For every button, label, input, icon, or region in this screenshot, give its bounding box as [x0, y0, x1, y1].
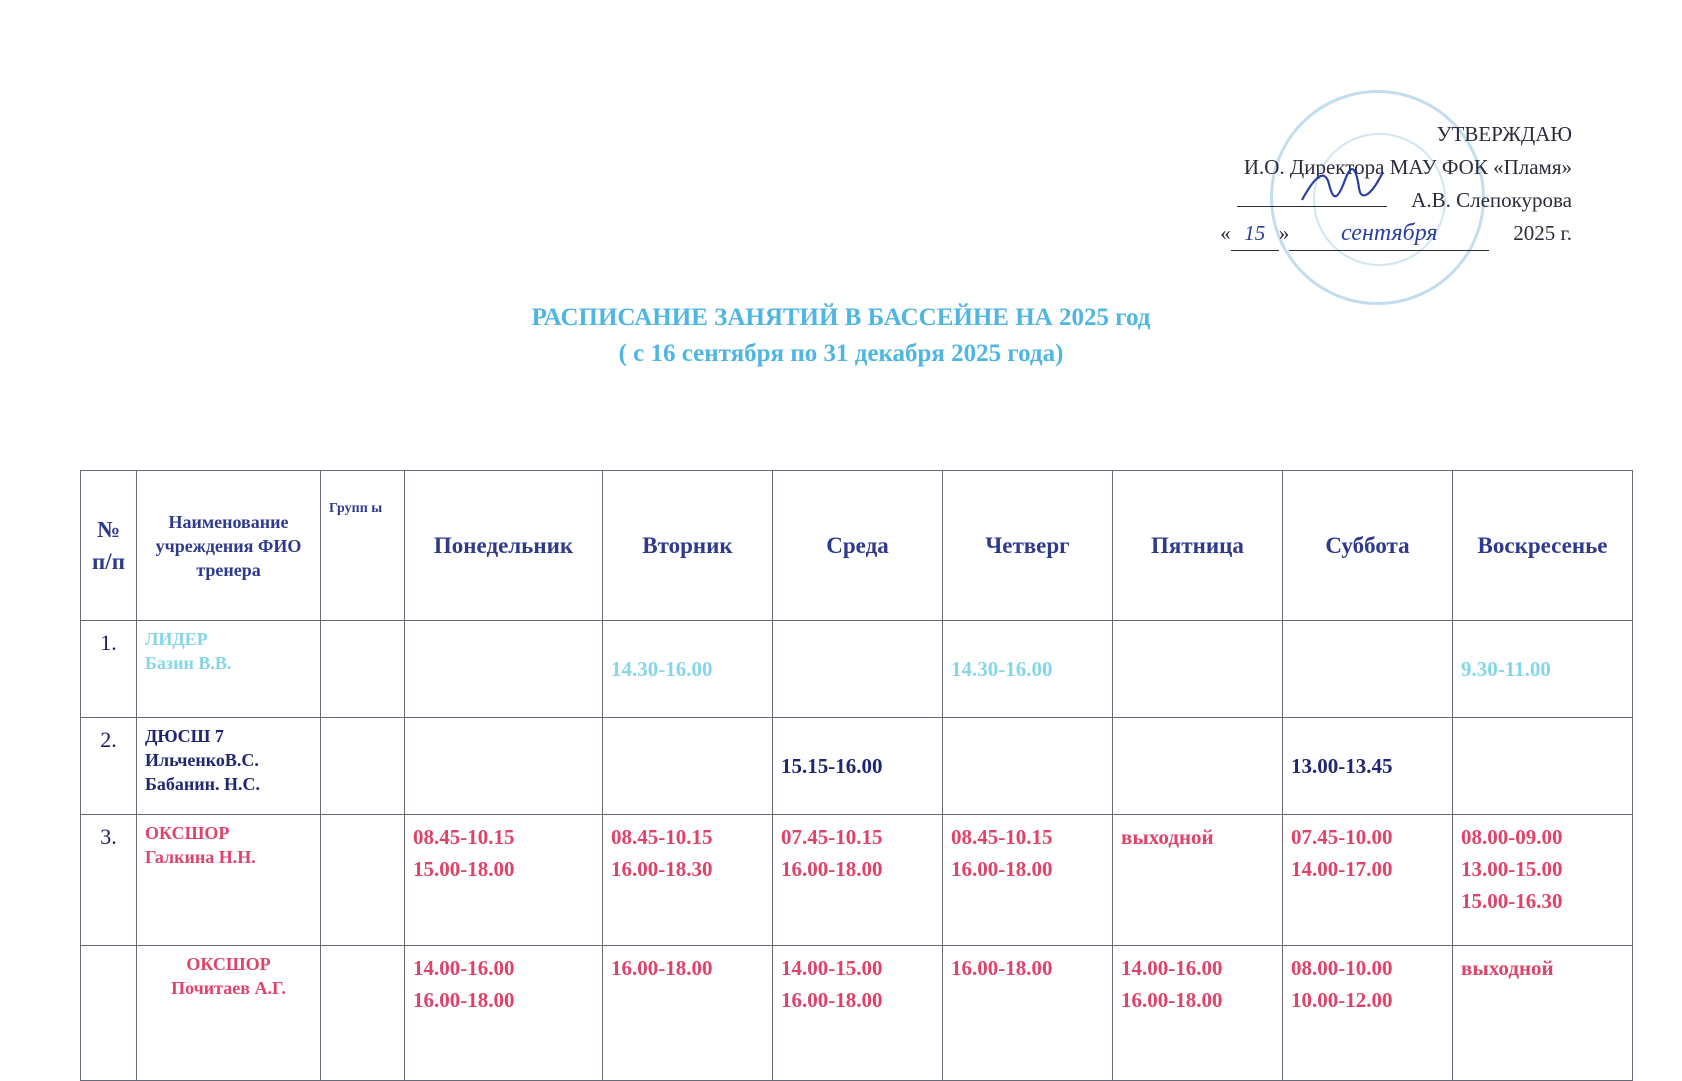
table-row	[81, 946, 1633, 1081]
time-slot: 16.00-18.00	[951, 956, 1053, 980]
row-number	[81, 946, 137, 1081]
schedule-table	[80, 470, 1633, 1081]
time-slot: 16.00-18.30	[611, 857, 713, 881]
cell-friday	[1113, 815, 1283, 946]
time-slot: выходной	[1461, 956, 1554, 980]
time-slot: 13.00-15.00	[1461, 857, 1563, 881]
coach-name: Почитаев А.Г.	[171, 978, 286, 998]
cell-friday	[1113, 621, 1283, 718]
time-slot: 08.45-10.15	[611, 825, 713, 849]
time-slot: 14.00-15.00	[781, 956, 883, 980]
cell-tuesday	[603, 946, 773, 1081]
row-org	[137, 946, 321, 1081]
header-sunday: Воскресенье	[1453, 471, 1633, 621]
time-slot: выходной	[1121, 825, 1214, 849]
row-number: 2.	[81, 718, 137, 815]
approve-heading: УТВЕРЖДАЮ	[1436, 122, 1572, 146]
header-thursday: Четверг	[943, 471, 1113, 621]
approval-block	[1220, 118, 1572, 251]
time-slot: 08.45-10.15	[413, 825, 515, 849]
cell-thursday	[943, 815, 1113, 946]
coach-name-2: Бабанин. Н.С.	[145, 774, 261, 794]
handwritten-signature	[1297, 166, 1387, 206]
cell-saturday: 13.00-13.45	[1283, 718, 1453, 815]
header-monday: Понедельник	[405, 471, 603, 621]
time-slot: 16.00-18.00	[951, 857, 1053, 881]
header-friday: Пятница	[1113, 471, 1283, 621]
time-slot: 08.00-10.00	[1291, 956, 1393, 980]
page-title: РАСПИСАНИЕ ЗАНЯТИЙ В БАССЕЙНЕ НА 2025 год	[531, 304, 1151, 331]
time-slot: 16.00-18.00	[1121, 988, 1223, 1012]
cell-monday	[405, 815, 603, 946]
cell-tuesday: 14.30-16.00	[603, 621, 773, 718]
cell-saturday	[1283, 815, 1453, 946]
row-org	[137, 621, 321, 718]
cell-wednesday	[773, 621, 943, 718]
time-slot: 16.00-18.00	[781, 857, 883, 881]
time-slot: 14.00-17.00	[1291, 857, 1393, 881]
header-saturday: Суббота	[1283, 471, 1453, 621]
cell-wednesday: 15.15-16.00	[773, 718, 943, 815]
cell-tuesday	[603, 718, 773, 815]
cell-sunday	[1453, 946, 1633, 1081]
time-slot: 08.00-09.00	[1461, 825, 1563, 849]
cell-sunday	[1453, 815, 1633, 946]
coach-name: Базин В.В.	[145, 653, 232, 673]
time-slot: 14.00-16.00	[1121, 956, 1223, 980]
cell-monday	[405, 718, 603, 815]
cell-friday	[1113, 946, 1283, 1081]
org-name: ОКСШОР	[186, 954, 271, 974]
row-number: 3.	[81, 815, 137, 946]
table-header-row	[81, 471, 1633, 621]
table-row	[81, 621, 1633, 718]
coach-name: Галкина Н.Н.	[145, 847, 256, 867]
director-name: А.В. Слепокурова	[1411, 188, 1572, 212]
header-num: № п/п	[81, 471, 137, 621]
row-org	[137, 718, 321, 815]
cell-wednesday	[773, 815, 943, 946]
date-month: сентября	[1289, 217, 1489, 251]
cell-thursday	[943, 718, 1113, 815]
header-groups: Групп ы	[321, 471, 405, 621]
time-slot: 15.00-16.30	[1461, 889, 1563, 913]
header-wednesday: Среда	[773, 471, 943, 621]
row-groups	[321, 718, 405, 815]
cell-sunday: 9.30-11.00	[1453, 621, 1633, 718]
cell-tuesday	[603, 815, 773, 946]
time-slot: 07.45-10.00	[1291, 825, 1393, 849]
time-slot: 15.00-18.00	[413, 857, 515, 881]
time-slot: 10.00-12.00	[1291, 988, 1393, 1012]
cell-thursday	[943, 946, 1113, 1081]
cell-saturday	[1283, 946, 1453, 1081]
cell-friday	[1113, 718, 1283, 815]
cell-monday	[405, 621, 603, 718]
row-number: 1.	[81, 621, 137, 718]
org-name: ЛИДЕР	[145, 629, 208, 649]
cell-wednesday	[773, 946, 943, 1081]
coach-name: ИльченкоВ.С.	[145, 750, 259, 770]
org-name: ДЮСШ 7	[145, 726, 224, 746]
time-slot: 14.00-16.00	[413, 956, 515, 980]
approval-date	[1220, 217, 1572, 251]
time-slot: 16.00-18.00	[781, 988, 883, 1012]
row-groups	[321, 946, 405, 1081]
director-position: И.О. Директора МАУ ФОК «Пламя»	[1243, 155, 1572, 179]
page-subtitle: ( с 16 сентября по 31 декабря 2025 года)	[618, 340, 1064, 367]
signature-line-row	[1220, 184, 1572, 217]
cell-sunday	[1453, 718, 1633, 815]
header-org: Наименование учреждения ФИО тренера	[137, 471, 321, 621]
date-day: 15	[1231, 217, 1279, 251]
time-slot: 16.00-18.00	[413, 988, 515, 1012]
org-name: ОКСШОР	[145, 823, 230, 843]
date-quote-close: »	[1278, 221, 1290, 245]
row-org	[137, 815, 321, 946]
date-quote-open: «	[1220, 221, 1231, 245]
cell-monday	[405, 946, 603, 1081]
table-row	[81, 718, 1633, 815]
signature	[1237, 186, 1387, 207]
date-year: 2025 г.	[1513, 221, 1572, 245]
row-groups	[321, 621, 405, 718]
cell-thursday: 14.30-16.00	[943, 621, 1113, 718]
time-slot: 16.00-18.00	[611, 956, 713, 980]
time-slot: 07.45-10.15	[781, 825, 883, 849]
header-tuesday: Вторник	[603, 471, 773, 621]
row-groups	[321, 815, 405, 946]
table-row	[81, 815, 1633, 946]
time-slot: 08.45-10.15	[951, 825, 1053, 849]
cell-saturday	[1283, 621, 1453, 718]
